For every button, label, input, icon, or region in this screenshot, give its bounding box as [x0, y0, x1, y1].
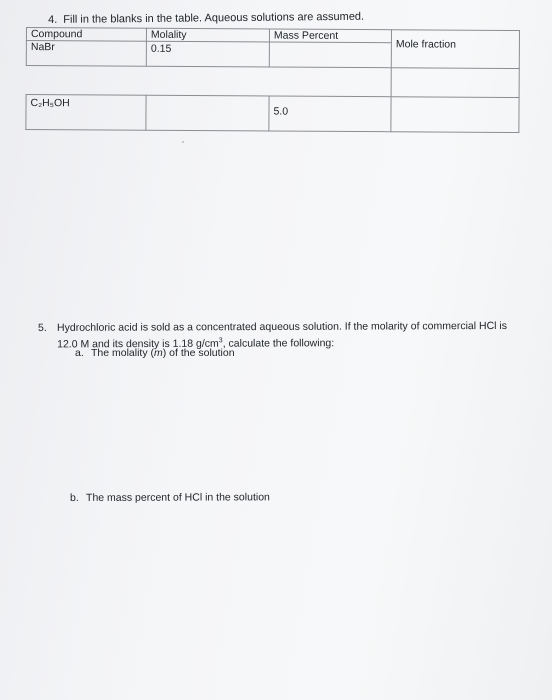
- header-mass-percent: Mass Percent: [269, 29, 391, 43]
- table-row-nabr-mole-fraction: [26, 66, 519, 98]
- cell-molality-ethanol: [146, 95, 269, 131]
- header-molality: Molality: [146, 28, 269, 42]
- question-4-number: 4.: [48, 13, 58, 26]
- cell-mass-percent-ethanol: 5.0: [269, 96, 391, 132]
- table-row: [26, 95, 519, 133]
- cell-mole-fraction-nabr: [391, 68, 519, 98]
- question-5b-text: The mass percent of HCl in the solution: [85, 491, 270, 504]
- question-5-number: 5.: [38, 321, 47, 334]
- cell-mole-fraction-ethanol: [391, 97, 519, 133]
- cell-compound-nabr: NaBr: [26, 41, 146, 67]
- question-4-table-wrapper: [25, 27, 519, 133]
- question-4-title: [48, 11, 364, 26]
- cell-compound-ethanol: C₂H₅OH: [26, 95, 146, 131]
- question-5-text: Hydrochloric acid is sold as a concentrated aqueous solution. If the molarity of commercial HCl is 12.0 M and its density is 1.18 $g/cm^3$, calculate the following:: [57, 319, 508, 351]
- question-5a-letter: a.: [75, 347, 84, 359]
- cell-mass-percent-nabr: [269, 42, 391, 68]
- question-4-text: Fill in the blanks in the table. Aqueous solutions are assumed.: [63, 10, 365, 26]
- header-compound: Compound: [26, 28, 146, 42]
- question-4-table: [25, 27, 520, 133]
- question-5a: a. The molality (m) of the solution: [75, 347, 235, 359]
- question-5b: [70, 491, 270, 504]
- question-5b-letter: b.: [70, 491, 79, 504]
- cell-molality-nabr: 0.15: [146, 41, 269, 67]
- question-5: [38, 319, 518, 351]
- header-mole-fraction: Mole fraction: [391, 30, 519, 69]
- paper-speck: [182, 141, 184, 143]
